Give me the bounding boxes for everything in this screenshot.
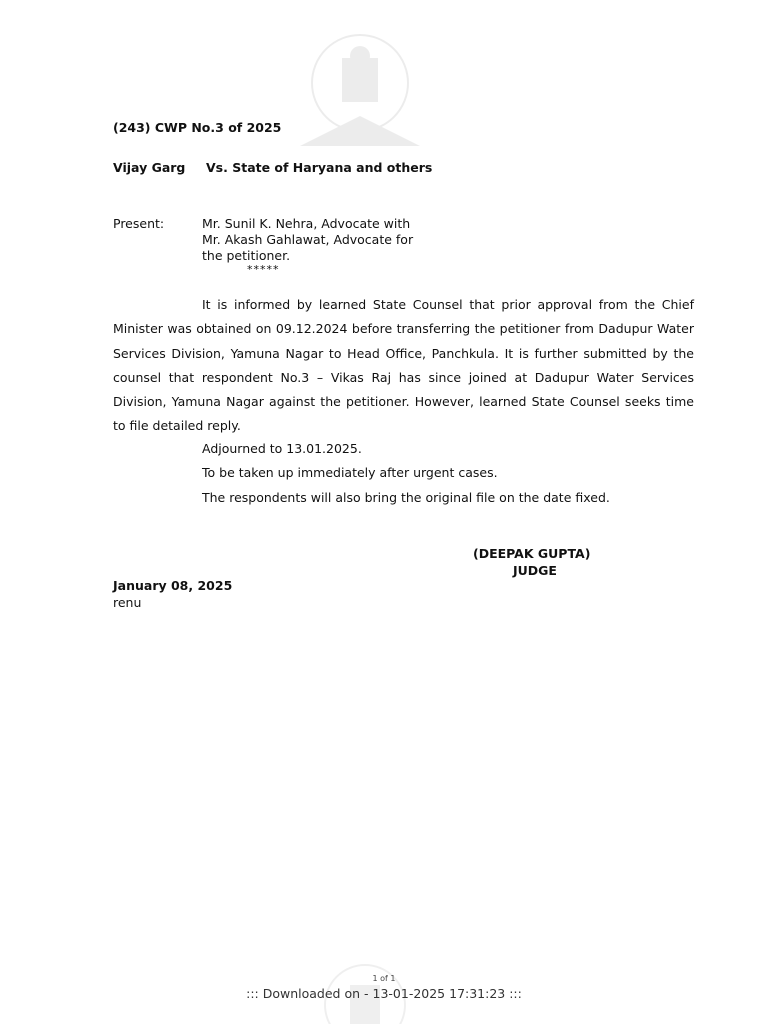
- present-line: Mr. Sunil K. Nehra, Advocate with: [202, 216, 411, 231]
- respondent-name: Vs. State of Haryana and others: [206, 160, 433, 175]
- judge-name: (DEEPAK GUPTA): [473, 546, 591, 561]
- present-line: the petitioner.: [202, 248, 291, 263]
- judge-title: JUDGE: [513, 563, 557, 578]
- petitioner-name: Vijay Garg: [113, 160, 186, 175]
- order-line: Adjourned to 13.01.2025.: [202, 441, 362, 456]
- separator-stars: *****: [247, 263, 280, 276]
- order-line: The respondents will also bring the original file on the date fixed.: [202, 490, 610, 505]
- order-date: January 08, 2025: [113, 578, 233, 593]
- present-label: Present:: [113, 216, 165, 231]
- download-stamp: ::: Downloaded on - 13-01-2025 17:31:23 :::: [246, 986, 522, 1001]
- order-paragraph: It is informed by learned State Counsel that prior approval from the Chief Minister was obtained on 09.12.2024 before transferring the petitioner from Dadupur Water Services Division, Yamuna Nagar to Head Office, Panchkula. It is further submitted by the counsel that respondent No.3 – Vikas Raj has since joined at Dadupur Water Services Division, Yamuna Nagar against the petitioner. However, learned State Counsel seeks time to file detailed reply.: [113, 297, 694, 434]
- court-emblem-watermark-icon: [280, 28, 440, 148]
- page-count: 1 of 1: [372, 974, 396, 983]
- case-number: (243) CWP No.3 of 2025: [113, 120, 282, 135]
- typist-initials: renu: [113, 595, 142, 610]
- order-line: To be taken up immediately after urgent cases.: [202, 465, 498, 480]
- present-line: Mr. Akash Gahlawat, Advocate for: [202, 232, 414, 247]
